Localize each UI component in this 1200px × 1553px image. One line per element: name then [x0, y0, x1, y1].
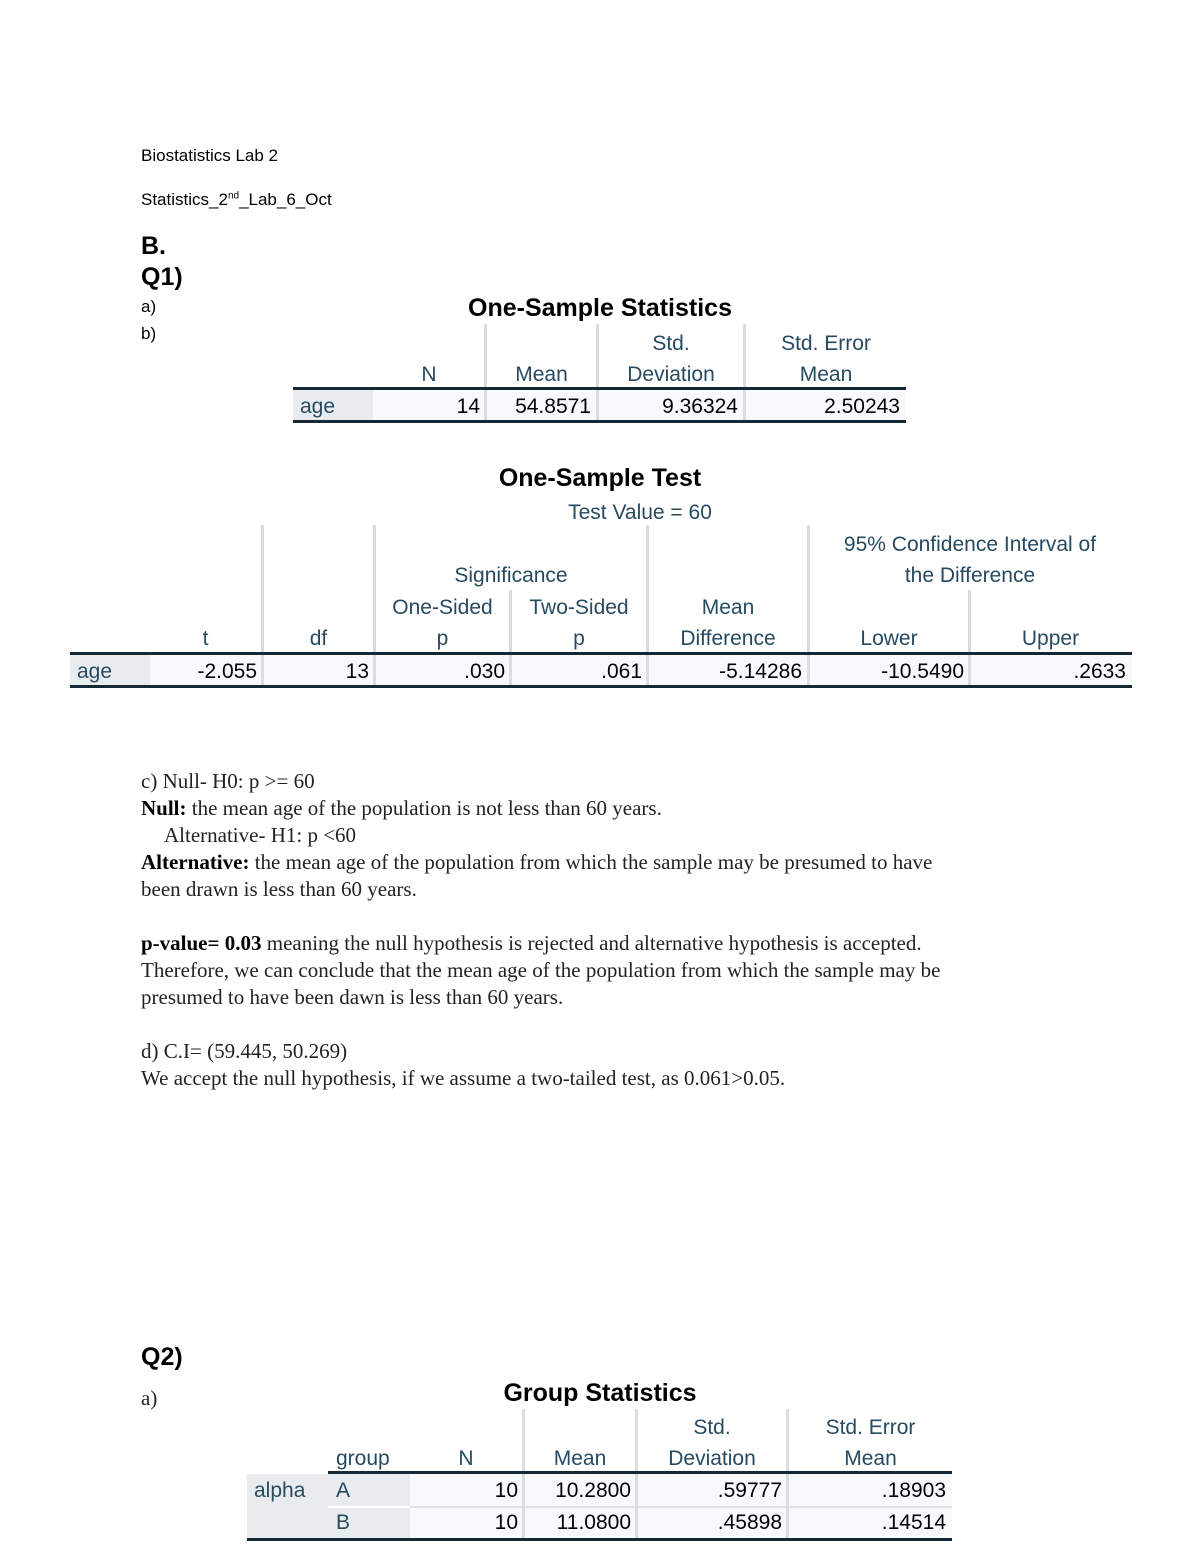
- header-mean-diff-2: Difference: [680, 627, 776, 650]
- cell-upper: .2633: [1073, 660, 1126, 683]
- part-b-label: b): [141, 324, 157, 343]
- header-ci-1: 95% Confidence Interval of: [843, 533, 1097, 556]
- bottom-rule: [293, 420, 906, 423]
- header-n: N: [458, 1447, 474, 1470]
- header-upper: Upper: [1021, 627, 1080, 650]
- document-subtitle: [141, 190, 332, 210]
- cell-two-sided: .061: [601, 660, 642, 683]
- cell-std-err: .14514: [881, 1511, 946, 1534]
- cell-df: 13: [345, 660, 369, 683]
- cell-one-sided: .030: [464, 660, 505, 683]
- header-n: N: [421, 363, 437, 386]
- question-2-label: Q2): [141, 1343, 183, 1371]
- p-value-text: [141, 930, 922, 957]
- header-significance: Significance: [454, 564, 568, 587]
- header-std-dev-2: Deviation: [627, 363, 715, 386]
- header-one-sided-2: p: [436, 627, 449, 650]
- cell-n: 10: [494, 1479, 518, 1502]
- header-std-err-1: Std. Error: [825, 1416, 916, 1439]
- cell-mean: 10.2800: [555, 1479, 631, 1502]
- header-group: group: [336, 1447, 390, 1470]
- header-two-sided-2: p: [573, 627, 585, 650]
- cell-mean: 54.8571: [515, 395, 591, 418]
- q2-part-a-label: a): [141, 1386, 158, 1410]
- bottom-rule: [247, 1538, 952, 1541]
- row-divider: [328, 1506, 410, 1508]
- question-1-label: Q1): [141, 263, 183, 291]
- answer-c-line: c) Null- H0: p >= 60: [141, 769, 315, 793]
- header-t: t: [202, 627, 209, 650]
- null-label: Null:: [141, 796, 187, 820]
- header-std-dev-1: Std.: [652, 332, 690, 355]
- answer-d-text: We accept the null hypothesis, if we assume a two-tailed test, as 0.061>0.05.: [141, 1066, 786, 1090]
- alt-hypothesis-text: [141, 849, 932, 876]
- subtitle-part: Statistics_2: [141, 190, 228, 209]
- null-body: the mean age of the population is not less than 60 years.: [186, 796, 662, 820]
- header-ci-2: the Difference: [904, 564, 1036, 587]
- cell-mean-diff: -5.14286: [719, 660, 802, 683]
- header-std-err-2: Mean: [799, 363, 853, 386]
- alt-body: the mean age of the population from which the sample may be presumed to have: [249, 850, 933, 874]
- header-mean: Mean: [553, 1447, 607, 1470]
- group-label: A: [336, 1479, 351, 1502]
- bottom-rule: [70, 685, 1132, 688]
- alt-hypothesis-text-2: been drawn is less than 60 years.: [141, 877, 417, 901]
- document-title: Biostatistics Lab 2: [141, 146, 279, 165]
- subtitle-part: _Lab_6_Oct: [239, 190, 332, 209]
- cell-std-dev: .59777: [717, 1479, 782, 1502]
- subtitle-superscript: nd: [227, 190, 240, 202]
- part-a-label: a): [141, 297, 157, 316]
- header-std-err-2: Mean: [844, 1447, 897, 1470]
- test-value-header: Test Value = 60: [568, 501, 712, 524]
- header-mean-diff-1: Mean: [701, 596, 755, 619]
- p-value-text-2: Therefore, we can conclude that the mean age of the population from which the sample may be: [141, 958, 941, 982]
- header-mean: Mean: [515, 363, 568, 386]
- header-std-err-1: Std. Error: [781, 332, 871, 355]
- row-label: age: [300, 395, 336, 418]
- header-one-sided-1: One-Sided: [392, 596, 493, 619]
- header-df: df: [309, 627, 328, 650]
- p-value-text-3: presumed to have been dawn is less than 60 years.: [141, 985, 564, 1009]
- p-value-label: p-value= 0.03: [141, 931, 262, 955]
- cell-std-err: 2.50243: [824, 395, 900, 418]
- group-label: B: [336, 1511, 351, 1534]
- cell-std-dev: 9.36324: [662, 395, 738, 418]
- table-title: One-Sample Statistics: [468, 294, 732, 322]
- header-two-sided-1: Two-Sided: [529, 596, 629, 619]
- cell-mean: 11.0800: [556, 1511, 631, 1534]
- p-value-body: meaning the null hypothesis is rejected and alternative hypothesis is accepted.: [261, 931, 922, 955]
- alt-label: Alternative:: [141, 850, 250, 874]
- answer-d-line: d) C.I= (59.445, 50.269): [141, 1039, 348, 1063]
- cell-n: 10: [494, 1511, 518, 1534]
- cell-t: -2.055: [197, 660, 257, 683]
- null-hypothesis-text: [141, 795, 662, 822]
- cell-std-err: .18903: [881, 1479, 946, 1502]
- header-std-dev-2: Deviation: [668, 1447, 756, 1470]
- cell-n: 14: [456, 395, 480, 418]
- section-label: B.: [141, 232, 166, 260]
- alt-hypothesis-line: Alternative- H1: p <60: [164, 823, 357, 847]
- table-title: Group Statistics: [503, 1379, 697, 1407]
- row-label: age: [77, 660, 113, 683]
- cell-lower: -10.5490: [881, 660, 964, 683]
- header-std-dev-1: Std.: [693, 1416, 731, 1439]
- cell-std-dev: .45898: [717, 1511, 782, 1534]
- header-lower: Lower: [860, 627, 918, 650]
- variable-label: alpha: [254, 1479, 306, 1502]
- table-title: One-Sample Test: [498, 464, 702, 492]
- row-divider: [410, 1506, 952, 1508]
